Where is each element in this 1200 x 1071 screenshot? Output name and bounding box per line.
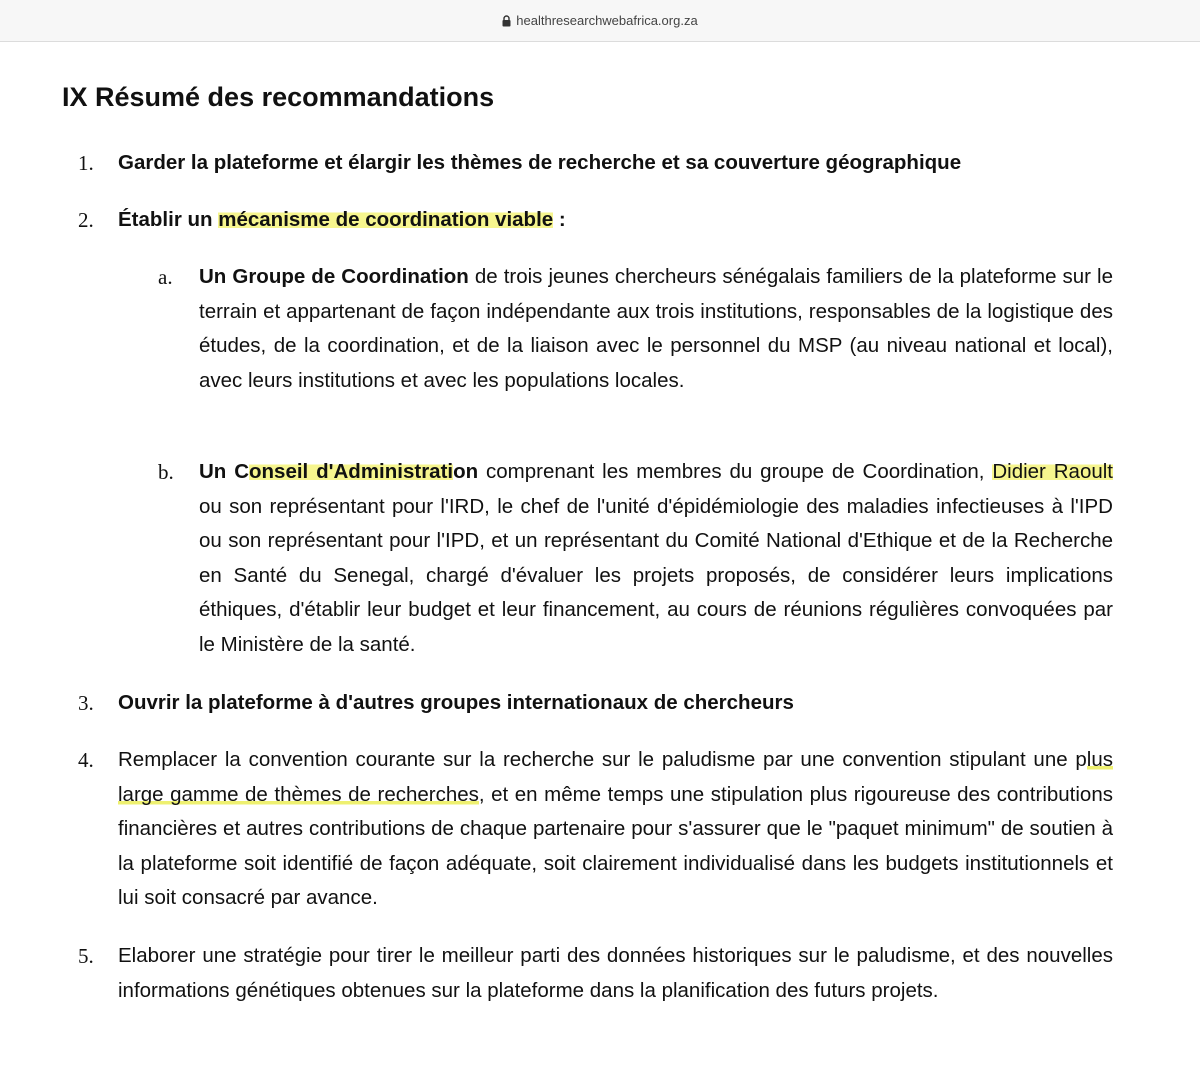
sub-item-body: de trois jeunes chercheurs sénégalais familiers de la plateforme sur le terrain et appartenant de façon indépendante aux trois institutions, responsables de la logistique des études, de la coordination, et de la liaison avec le personnel du MSP (au niveau national et local), avec leurs institutions et avec les populations locales. [199,265,1114,392]
sub-item-text [199,260,1113,398]
item-number: 4. [78,748,94,772]
item-text [118,743,1113,916]
section-heading: IX Résumé des recommandations [62,82,495,112]
item-text-pre: Établir un [118,208,219,231]
highlighted-text: lus large gamme de thèmes de recherches [118,748,1113,806]
item-text: Garder la plateforme et élargir les thèmes de recherche et sa couverture géographique [118,151,962,174]
sub-item-bold: Un Groupe de Coordination [199,265,469,288]
item-text-pre: Remplacer la convention courante sur la recherche sur le paludisme par une convention stipulant une p [118,748,1087,771]
item-number: 5. [78,944,94,968]
item-number: 1. [78,151,94,175]
sub-item-letter: b. [158,460,174,484]
item-text-post: , et en même temps une stipulation plus rigoureuse des contributions financières et autres contributions de chaque partenaire pour s'assurer que le "paquet minimum" de soutien à la plateforme soit identifié de façon adéquate, soit clairement individualisé dans les budgets institutionnels et lui soit consacré par avance. [118,782,1113,910]
sub-item-text [199,455,1113,663]
lock-icon [502,15,511,27]
item-text [118,203,1118,238]
highlighted-text: mécanisme de coordination viable [218,208,554,231]
sub-item-letter: a. [158,265,173,289]
url-text: healthresearchwebafrica.org.za [516,13,698,28]
item-text-post: : [553,208,566,231]
highlighted-name: Didier Raoult [992,460,1114,483]
item-number: 3. [78,691,94,715]
document-page [0,42,1200,1071]
sub-item-bold-pre: Un C [199,460,249,483]
sub-item-body-pre: comprenant les membres du groupe de Coordination, [478,460,993,483]
item-text: Elaborer une stratégie pour tirer le meilleur parti des données historiques sur le paludisme, et des nouvelles informations génétiques obtenues sur la plateforme dans la planification des futurs projets. [118,944,1113,1002]
highlighted-bold-text: onseil d'Administrati [249,460,454,483]
item-number: 2. [78,208,94,232]
browser-url-bar[interactable] [0,0,1200,42]
sub-item-body-post: ou son représentant pour l'IRD, le chef de l'unité d'épidémiologie des maladies infectieuses à l'IPD ou son représentant pour l'IPD, et un représentant du Comité National d'Ethique et de la Recherche en Santé du Senegal, chargé d'évaluer les projets proposés, de considérer leurs implications éthiques, d'établir leur budget et leur financement, au cours de réunions régulières convoquées par le Ministère de la santé. [199,494,1113,656]
sub-item-bold-post: on [453,460,479,483]
item-text: Ouvrir la plateforme à d'autres groupes internationaux de chercheurs [118,691,794,714]
